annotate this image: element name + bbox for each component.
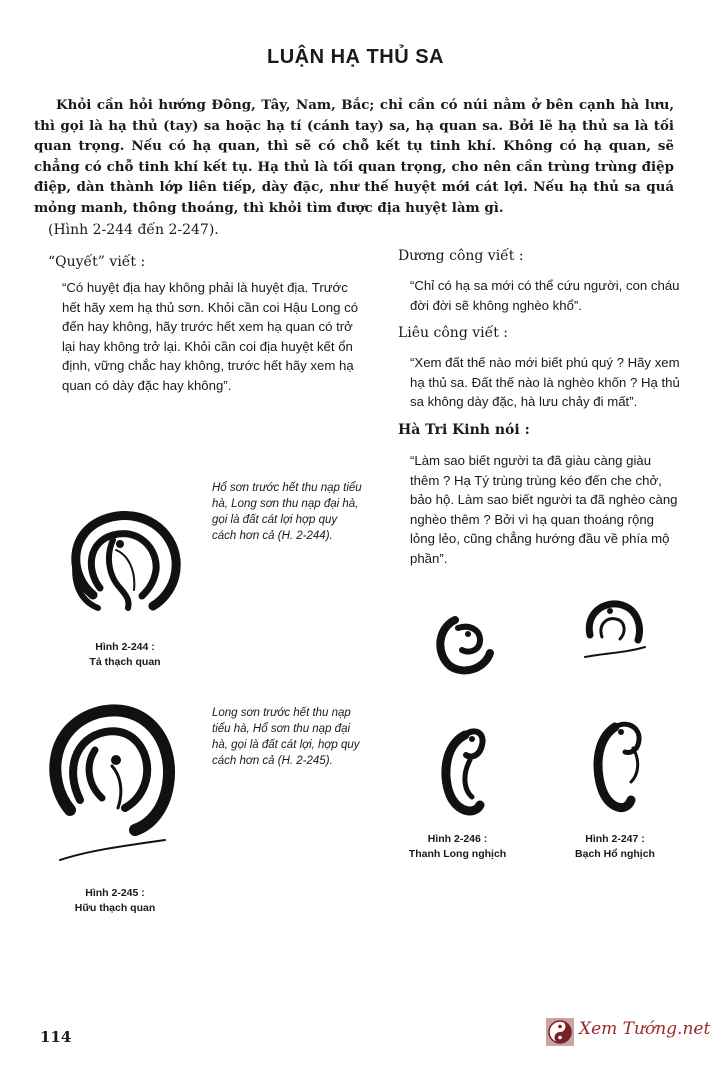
watermark-logo: [543, 1013, 711, 1053]
fig247-number: Hình 2-247 :: [585, 833, 645, 845]
ha-tri-kinh-heading: Hà Tri Kinh nói :: [398, 422, 530, 438]
fig244-number: Hình 2-244 :: [95, 641, 155, 653]
caption-244: Hổ sơn trước hết thu nạp tiểu hà, Long sơn thu nạp đại hà, gọi là đất cát lợi hợp quy cách hơn cả (H. 2-244).: [212, 482, 362, 542]
figure-246-mound: [469, 736, 475, 742]
intro-paragraph: [34, 95, 674, 218]
duong-heading: Dương công viết :: [398, 248, 524, 264]
quyet-quote: “Có huyệt địa hay không phải là huyệt địa. Trước hết hãy xem hạ thủ sơn. Khỏi cần coi Hậu Long có đến hay không, hãy trước hết xem hạ quan có trở lại hay không trở lại. Khỏi cần coi địa huyệt kết ổn định, vững chắc hay không, trước hết hãy xem hạ quan có dày đặc hay không”.: [62, 280, 359, 393]
figure-right-top-right-mound: [607, 608, 613, 614]
fig244-name: Tả thạch quan: [89, 656, 161, 668]
caption-245: Long sơn trước hết thu nạp tiểu hà, Hổ sơn thu nạp đại hà, gọi là đất cát lợi, hợp quy cách hơn cả (H. 2-245).: [212, 707, 360, 767]
figure-247-mound: [618, 729, 624, 735]
figure-246-drawing: [430, 715, 500, 825]
fig245-name: Hữu thạch quan: [74, 902, 156, 914]
lieu-quote: “Xem đất thế nào mới biết phú quý ? Hãy xem hạ thủ sa. Đất thế nào là nghèo khốn ? Hạ thủ sa không dày đặc, hà lưu chảy đi mất”.: [410, 355, 680, 409]
duong-quote: “Chỉ có hạ sa mới có thể cứu người, con cháu đời đời sẽ không nghèo khổ”.: [410, 278, 680, 313]
page-title: LUẬN HẠ THỦ SA: [267, 46, 444, 68]
fig246-number: Hình 2-246 :: [427, 833, 488, 845]
page-number: 114: [40, 1028, 72, 1046]
figure-reference: (Hình 2-244 đến 2-247).: [48, 222, 219, 238]
fig246-name: Thanh Long nghịch: [408, 848, 507, 860]
figure-244-mound: [116, 540, 124, 548]
yin-yang-icon: [545, 1017, 575, 1047]
quyet-heading: “Quyết” viết :: [48, 254, 146, 270]
figure-right-top-right-drawing: [580, 595, 650, 675]
figure-247-drawing: [585, 712, 655, 822]
figure-right-top-left-drawing: [430, 608, 500, 678]
figure-244-drawing: [58, 500, 188, 630]
lieu-heading: Liêu công viết :: [398, 325, 509, 341]
intro-text: Khỏi cần hỏi hướng Đông, Tây, Nam, Bắc; chỉ cần có núi nằm ở bên cạnh hà lưu, thì gọi là hạ thủ (tay) sa hoặc hạ tí (cánh tay) sa, hạ quan sa. Bởi lẽ hạ thủ sa là tối quan trọng. Nếu có hạ quan, thì sẽ có chỗ kết tụ tinh khí. Không có hạ quan, sẽ chẳng có chỗ tinh khí kết tụ. Hạ thủ là tối quan trọng, cho nên cần trùng trùng điệp điệp, dàn thành lớp liên tiếp, dày đặc, như thế huyệt mới cát lợi. Nếu hạ thủ sa quá mỏng manh, thông thoáng, thì khỏi tìm được địa huyệt làm gì.: [34, 97, 674, 216]
figure-245-drawing: [40, 700, 180, 870]
ha-tri-kinh-quote: “Làm sao biết người ta đã giàu càng giàu thêm ? Hạ Tý trùng trùng kéo đến che chở, bảo hộ. Làm sao biết người ta đã nghèo càng nghèo thêm ? Bởi vì hạ quan thoáng rộng lỏng lẻo, cũng chẳng hướng đầu về phía mộ phần”.: [410, 453, 678, 566]
watermark-text: Xem Tướng.net: [579, 1019, 711, 1039]
figure-245-mound: [111, 755, 121, 765]
figure-right-top-left-mound: [465, 631, 471, 637]
fig245-number: Hình 2-245 :: [85, 887, 145, 899]
fig247-name: Bạch Hổ nghịch: [575, 848, 655, 860]
